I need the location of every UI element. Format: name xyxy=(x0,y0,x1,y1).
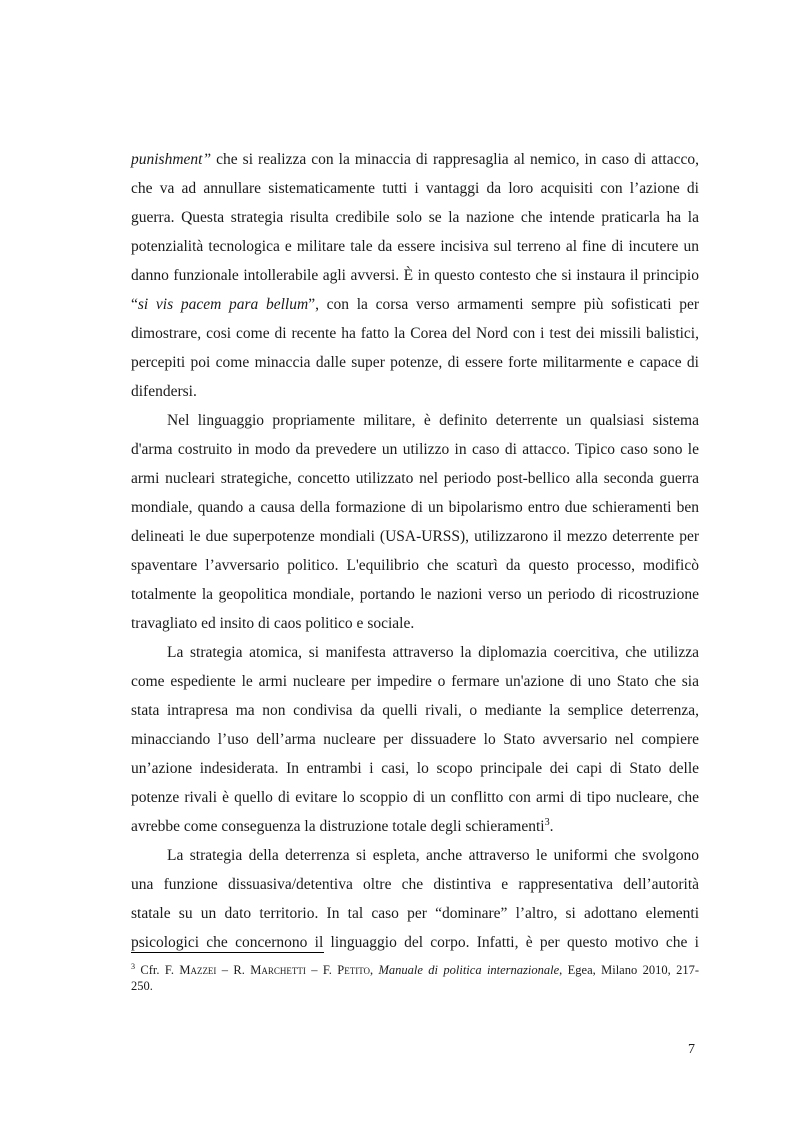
body-line: dimostrare, cosi come di recente ha fatto la Corea del Nord con i test dei missili balistici, xyxy=(131,325,699,342)
body-line: percepiti poi come minaccia dalle super potenze, di essere forte militarmente e capace di xyxy=(131,354,699,371)
page-number: 7 xyxy=(688,1042,695,1057)
body-line: d'arma costruito in modo da prevedere un utilizzo in caso di attacco. Tipico caso sono le xyxy=(131,441,699,458)
body-line: La strategia atomica, si manifesta attraverso la diplomazia coercitiva, che utilizza xyxy=(167,644,699,661)
footnote: $^3$ Cfr. F. Mazzei – R. Marchetti – F. Petito, Manuale di politica internazionale, Egea, Milano 2010, 217- xyxy=(131,961,699,977)
body-line: minacciando l’uso dell’arma nucleare per dissuadere lo Stato avversario nel compiere xyxy=(131,731,699,748)
footnote-continuation: 250. xyxy=(131,979,153,993)
body-line: potenze rivali è quello di evitare lo scoppio di un conflitto con armi di tipo nucleare, che xyxy=(131,789,699,806)
body-line: “si vis pacem para bellum”, con la corsa verso armamenti sempre più sofisticati per xyxy=(131,296,700,313)
footnote-separator xyxy=(131,952,324,953)
body-line: potenzialità tecnologica e militare tale da essere incisiva sul terreno al fine di incutere un xyxy=(131,238,699,255)
body-line: una funzione dissuasiva/detentiva oltre che distintiva e rappresentativa dell’autorità xyxy=(131,876,699,893)
footnote-reference: 3 xyxy=(544,816,550,828)
body-line: stata intrapresa ma non condivisa da quelli rivali, o mediante la semplice deterrenza, xyxy=(131,702,699,719)
body-line: Nel linguaggio propriamente militare, è definito deterrente un qualsiasi sistema xyxy=(167,412,699,429)
body-line: delineati le due superpotenze mondiali (USA-URSS), utilizzarono il mezzo deterrente per xyxy=(131,528,699,545)
body-line: statale su un dato territorio. In tal caso per “dominare” l’altro, si adottano elementi xyxy=(131,905,699,922)
body-line: che va ad annullare sistematicamente tutti i vantaggi da loro acquisiti con l’azione di xyxy=(131,180,699,197)
body-line: mondiale, quando a causa della formazione di un bipolarismo entro due schieramenti ben xyxy=(131,499,699,516)
body-line: danno funzionale intollerabile agli avversi. È in questo contesto che si instaura il principio xyxy=(131,267,699,284)
body-line: difendersi. xyxy=(131,383,197,400)
body-line: un’azione indesiderata. In entrambi i casi, lo scopo principale dei capi di Stato delle xyxy=(131,760,699,777)
body-line: psicologici che concernono il linguaggio del corpo. Infatti, è per questo motivo che i xyxy=(131,934,699,951)
body-line: avrebbe come conseguenza la distruzione totale degli schieramenti$^3$. xyxy=(131,816,554,835)
body-line: La strategia della deterrenza si espleta, anche attraverso le uniformi che svolgono xyxy=(167,847,699,864)
body-line: totalmente la geopolitica mondiale, portando le nazioni verso un periodo di ricostruzione xyxy=(131,586,699,603)
body-line: guerra. Questa strategia risulta credibile solo se la nazione che intende praticarla ha la xyxy=(131,209,699,226)
body-line: punishment” che si realizza con la minaccia di rappresaglia al nemico, in caso di attacco, xyxy=(131,151,699,168)
footnote-number: 3 xyxy=(131,961,136,971)
body-line: travagliato ed insito di caos politico e sociale. xyxy=(131,615,415,632)
body-line: spaventare l’avversario politico. L'equilibrio che scaturì da questo processo, modificò xyxy=(131,557,699,574)
body-line: come espediente le armi nucleare per impedire o fermare un'azione di uno Stato che sia xyxy=(131,673,699,690)
body-line: armi nucleari strategiche, concetto utilizzato nel periodo post-bellico alla seconda guerra xyxy=(131,470,699,487)
